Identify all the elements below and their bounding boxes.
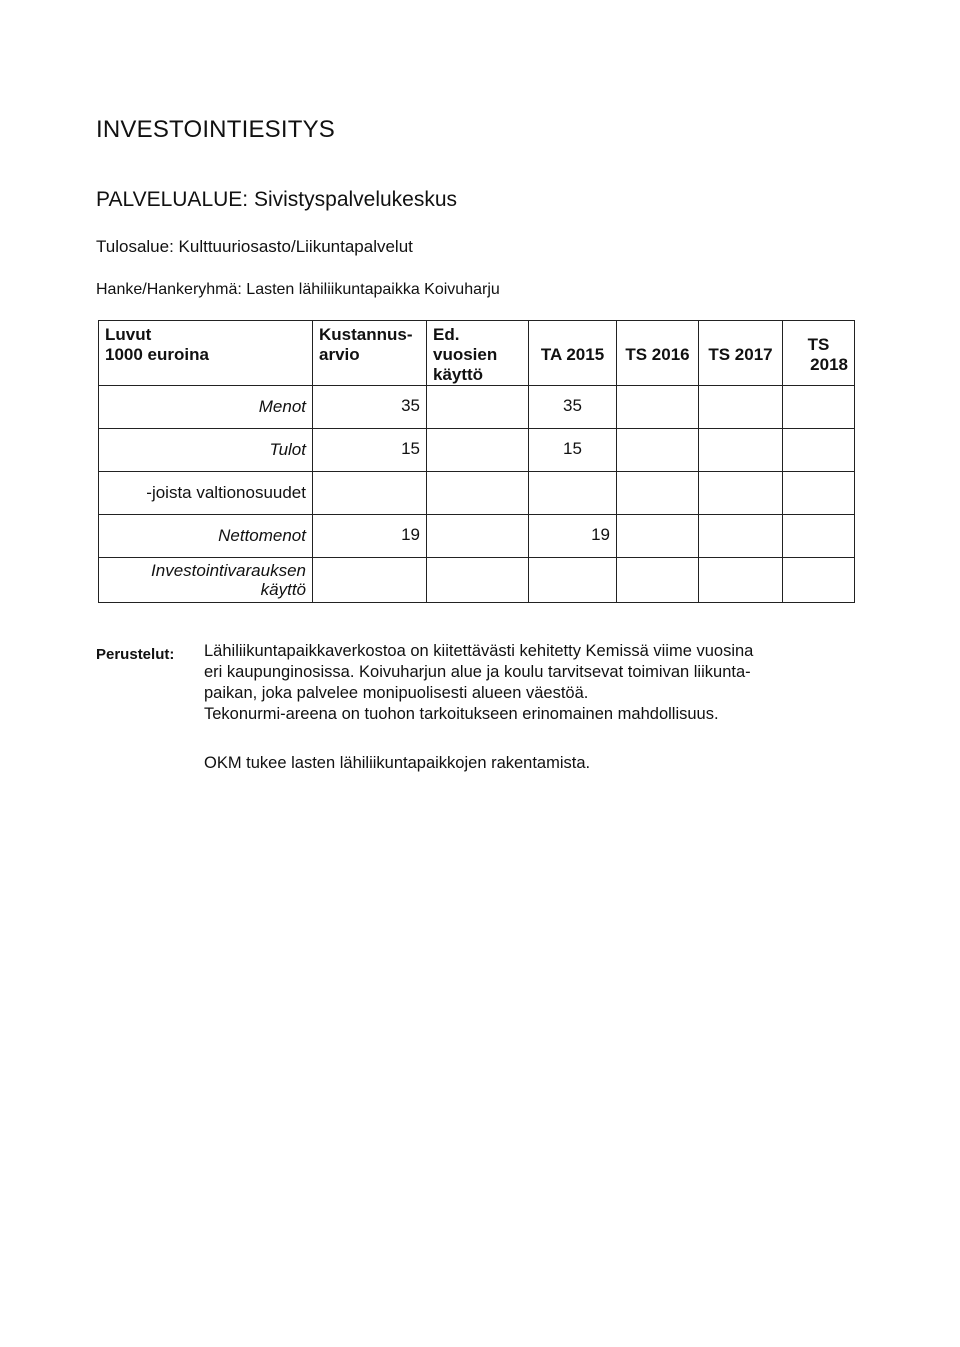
cell-ts2018 xyxy=(783,558,855,603)
header-ts2018-line1: TS xyxy=(807,335,830,354)
cell-ts2016 xyxy=(617,429,699,472)
reasons-label: Perustelut: xyxy=(96,646,175,663)
table-row xyxy=(99,558,855,603)
value: 35 xyxy=(401,396,420,415)
value: 15 xyxy=(563,439,582,458)
header-ts2018-line2: 2018 xyxy=(810,355,848,374)
cell-ts2018 xyxy=(783,429,855,472)
cell-ts2016 xyxy=(617,386,699,429)
header-estimate-line1: Kustannus- xyxy=(319,325,413,344)
service-area: PALVELUALUE: Sivistyspalvelukeskus xyxy=(96,188,458,211)
header-units-line2: 1000 euroina xyxy=(105,345,209,364)
table-row xyxy=(99,429,855,472)
header-ts2016: TS 2016 xyxy=(617,321,699,386)
value: 19 xyxy=(591,525,610,544)
cell-estimate xyxy=(313,472,427,515)
header-units-line1: Luvut xyxy=(105,325,152,344)
page-title: INVESTOINTIESITYS xyxy=(96,116,336,143)
cell-prev xyxy=(427,472,529,515)
reasons-body xyxy=(204,641,854,774)
value: 15 xyxy=(401,439,420,458)
cell-ts2016 xyxy=(617,515,699,558)
table-row xyxy=(99,386,855,429)
table-row xyxy=(99,472,855,515)
reasons-line: eri kaupunginosissa. Koivuharjun alue ja koulu tarvitsevat toimivan liikunta- xyxy=(204,663,751,681)
value: 35 xyxy=(563,396,582,415)
cell-ts2017 xyxy=(699,515,783,558)
cell-ta2015 xyxy=(529,386,617,429)
cell-prev xyxy=(427,515,529,558)
header-prev-line1: Ed. xyxy=(433,325,460,344)
cell-ts2018 xyxy=(783,472,855,515)
header-prev-line2: vuosien xyxy=(433,345,498,364)
header-ts2017: TS 2017 xyxy=(699,321,783,386)
cell-ta2015 xyxy=(529,429,617,472)
cell-ts2017 xyxy=(699,386,783,429)
reasons-extra: OKM tukee lasten lähiliikuntapaikkojen rakentamista. xyxy=(204,754,591,772)
row-label xyxy=(99,558,313,603)
row-label: Menot xyxy=(99,386,313,429)
cell-prev xyxy=(427,429,529,472)
investment-table xyxy=(98,320,855,603)
row-label: -joista valtionosuudet xyxy=(99,472,313,515)
project-name: Hanke/Hankeryhmä: Lasten lähiliikuntapaikka Koivuharju xyxy=(96,281,500,298)
row-label-line2: käyttö xyxy=(260,580,306,599)
table-row xyxy=(99,515,855,558)
cell-ta2015 xyxy=(529,515,617,558)
cell-ts2018 xyxy=(783,515,855,558)
cell-ts2017 xyxy=(699,558,783,603)
cell-estimate xyxy=(313,429,427,472)
row-label: Nettomenot xyxy=(99,515,313,558)
result-area: Tulosalue: Kulttuuriosasto/Liikuntapalvelut xyxy=(96,237,413,256)
cell-ta2015 xyxy=(529,472,617,515)
cell-ts2016 xyxy=(617,558,699,603)
header-units xyxy=(99,321,313,386)
cell-estimate xyxy=(313,558,427,603)
header-estimate xyxy=(313,321,427,386)
cell-ts2017 xyxy=(699,472,783,515)
row-label: Tulot xyxy=(99,429,313,472)
cell-estimate xyxy=(313,515,427,558)
cell-ts2018 xyxy=(783,386,855,429)
row-label-line1: Investointivarauksen xyxy=(151,561,306,580)
reasons-line: Tekonurmi-areena on tuohon tarkoitukseen erinomainen mahdollisuus. xyxy=(204,705,719,723)
reasons-line: paikan, joka palvelee monipuolisesti alueen väestöä. xyxy=(204,684,589,702)
header-prev-years xyxy=(427,321,529,386)
cell-ta2015 xyxy=(529,558,617,603)
header-prev-line3: käyttö xyxy=(433,365,484,384)
cell-ts2016 xyxy=(617,472,699,515)
header-ta2015: TA 2015 xyxy=(529,321,617,386)
table-header-row xyxy=(99,321,855,386)
reasons-line: Lähiliikuntapaikkaverkostoa on kiitettävästi kehitetty Kemissä viime vuosina xyxy=(204,642,754,660)
header-ts2018 xyxy=(783,321,855,386)
value: 19 xyxy=(401,525,420,544)
cell-prev xyxy=(427,558,529,603)
cell-ts2017 xyxy=(699,429,783,472)
header-estimate-line2: arvio xyxy=(319,345,360,364)
cell-estimate xyxy=(313,386,427,429)
cell-prev xyxy=(427,386,529,429)
